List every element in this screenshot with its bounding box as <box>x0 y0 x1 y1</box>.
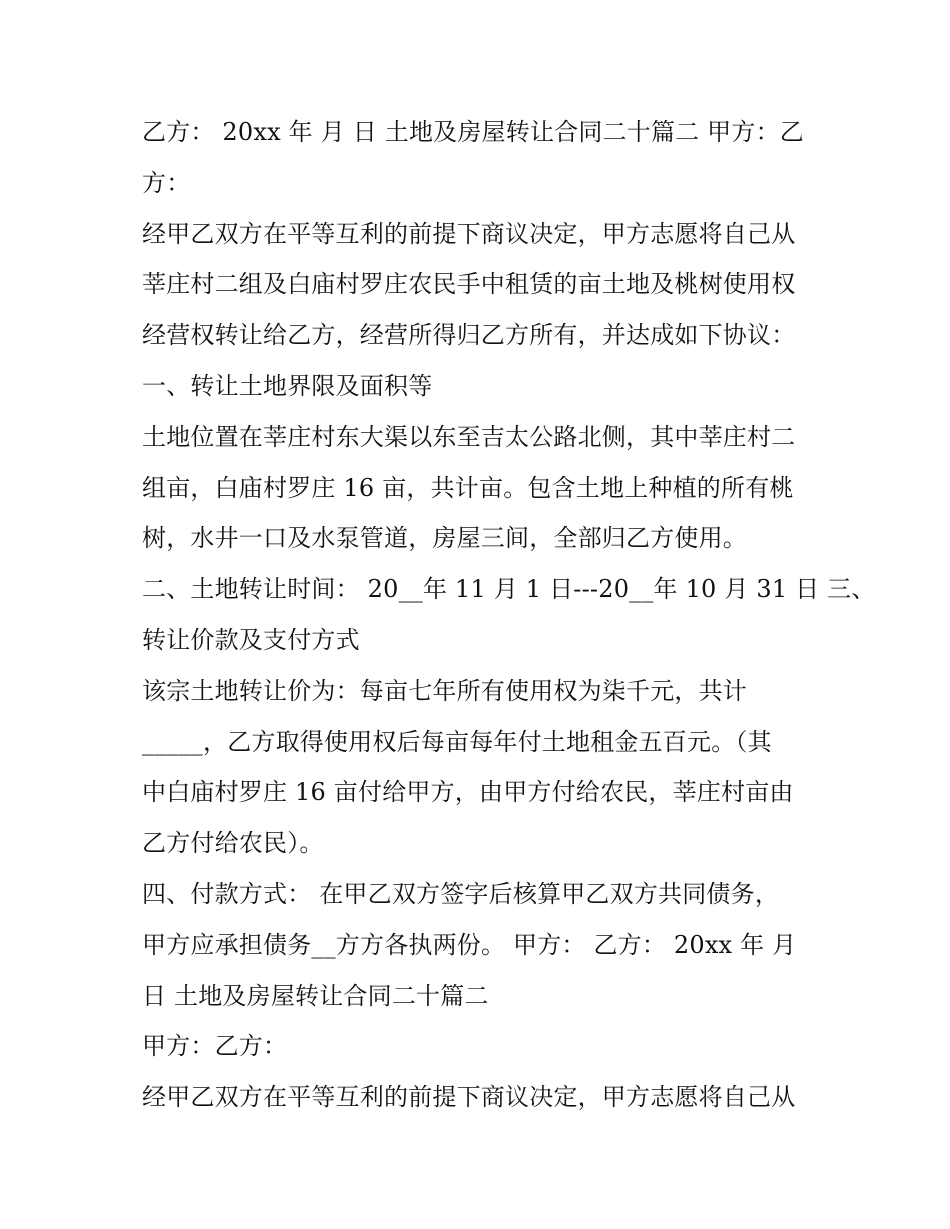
text-line: 组亩，白庙村罗庄 16 亩，共计亩。包含土地上种植的所有桃 <box>142 473 794 502</box>
text-line: 经甲乙双方在平等互利的前提下商议决定，甲方志愿将自己从 <box>142 1083 796 1112</box>
text-line: 方： <box>142 168 191 197</box>
text-line: 乙方： 20xx 年 月 日 土地及房屋转让合同二十篇二 甲方：乙 <box>142 118 804 146</box>
section-heading: 一、转让土地界限及面积等 <box>142 371 433 400</box>
section-heading: 转让价款及支付方式 <box>142 625 360 654</box>
text-line: 莘庄村二组及白庙村罗庄农民手中租赁的亩土地及桃树使用权 <box>142 270 796 299</box>
section-heading: 四、付款方式： 在甲乙双方签字后核算甲乙双方共同债务， <box>142 879 780 908</box>
section-heading: 二、土地转让时间： 20__年 11 月 1 日---20__年 10 月 31 日 三、 <box>142 575 876 604</box>
text-line: 经营权转让给乙方，经营所得归乙方所有，并达成如下协议： <box>142 321 796 350</box>
text-line: 树，水井一口及水泵管道，房屋三间，全部归乙方使用。 <box>142 524 747 553</box>
text-line: 甲方：乙方： <box>142 1032 288 1061</box>
text-line: 甲方应承担债务__方方各执两份。 甲方： 乙方： 20xx 年 月 <box>142 930 797 959</box>
text-line: 该宗土地转让价为：每亩七年所有使用权为柒千元，共计 <box>142 676 747 705</box>
text-line: 中白庙村罗庄 16 亩付给甲方，由甲方付给农民，莘庄村亩由 <box>142 778 794 807</box>
document-body <box>142 107 876 1123</box>
text-line: 经甲乙双方在平等互利的前提下商议决定，甲方志愿将自己从 <box>142 219 796 248</box>
text-line: 土地位置在莘庄村东大渠以东至吉太公路北侧，其中莘庄村二 <box>142 422 796 451</box>
text-line: 日 土地及房屋转让合同二十篇二 <box>142 981 489 1010</box>
text-line: 乙方付给农民）。 <box>142 829 324 858</box>
text-line: _____，乙方取得使用权后每亩每年付土地租金五百元。（其 <box>142 727 772 756</box>
